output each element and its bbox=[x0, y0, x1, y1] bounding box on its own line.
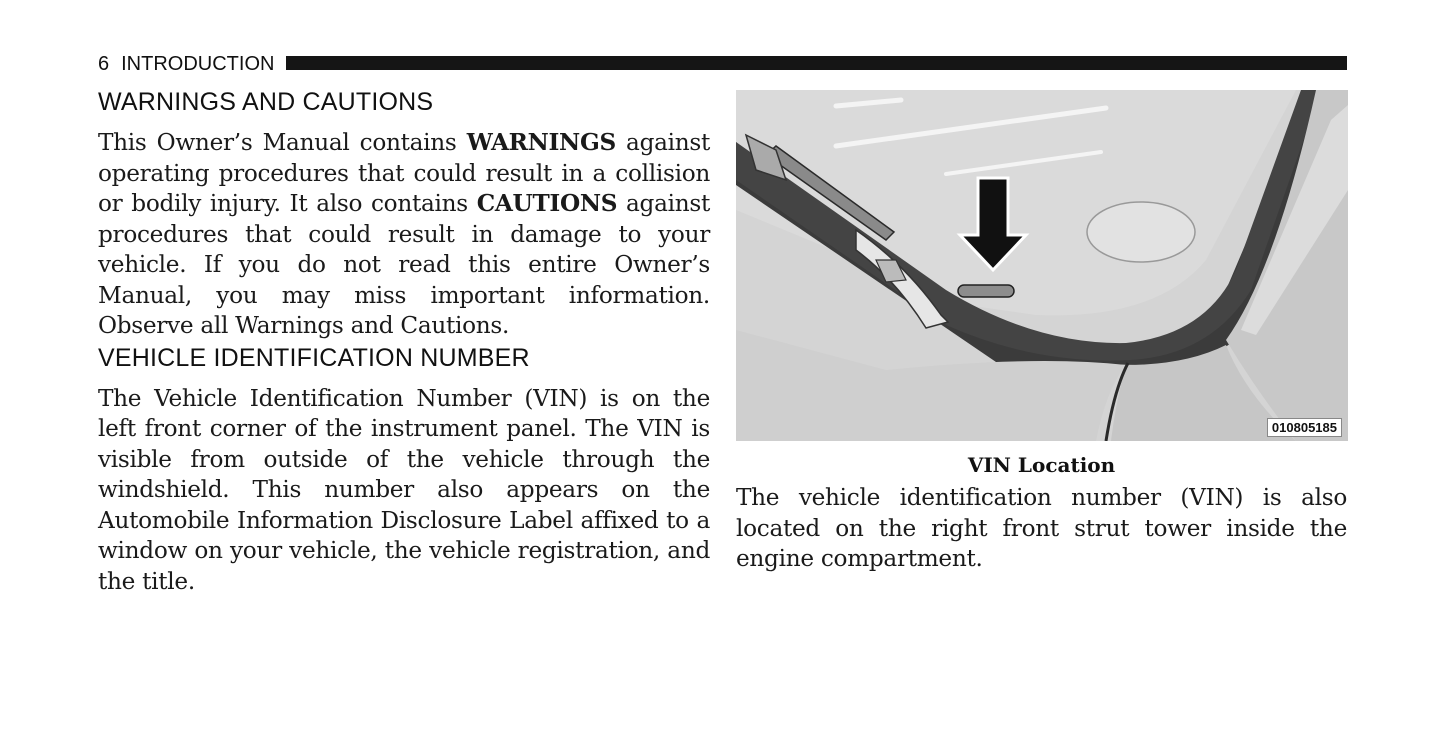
warnings-text-1: This Owner’s Manual contains bbox=[98, 129, 467, 156]
warnings-text-3: against procedures that could result in damage to your vehicle. If you do not read this entire Owner’s Manual, you may miss important information. Observe all Warnings and Cautions. bbox=[98, 190, 710, 339]
cautions-bold-term: CAUTIONS bbox=[476, 190, 618, 217]
warnings-text-2: against operating procedures that could result in a collision or bodily injury. It also contains bbox=[98, 129, 711, 217]
figure-code: 010805185 bbox=[1267, 418, 1342, 437]
warnings-heading: WARNINGS AND CAUTIONS bbox=[98, 88, 434, 116]
page-number: 6 bbox=[98, 53, 110, 75]
figure-description: The vehicle identification number (VIN) is also located on the right front strut tower inside the engine compartment. bbox=[736, 484, 1347, 572]
warnings-bold-term: WARNINGS bbox=[466, 129, 616, 156]
left-column bbox=[98, 86, 710, 597]
page-header bbox=[98, 50, 1347, 78]
header-rule bbox=[286, 56, 1347, 70]
vin-paragraph: The Vehicle Identification Number (VIN) is on the left front corner of the instrument panel. The VIN is visible from outside of the vehicle through the windshield. This number also appears on the Automobile Information Disclosure Label affixed to a window on your vehicle, the vehicle registration, and the title. bbox=[98, 384, 710, 595]
section-title: INTRODUCTION bbox=[121, 53, 275, 75]
vin-heading: VEHICLE IDENTIFICATION NUMBER bbox=[98, 343, 530, 372]
figure-caption: VIN Location bbox=[967, 453, 1116, 477]
windshield-illustration bbox=[736, 90, 1348, 441]
warnings-paragraph bbox=[98, 128, 710, 342]
right-column bbox=[736, 90, 1347, 575]
vin-location-figure bbox=[736, 90, 1348, 441]
